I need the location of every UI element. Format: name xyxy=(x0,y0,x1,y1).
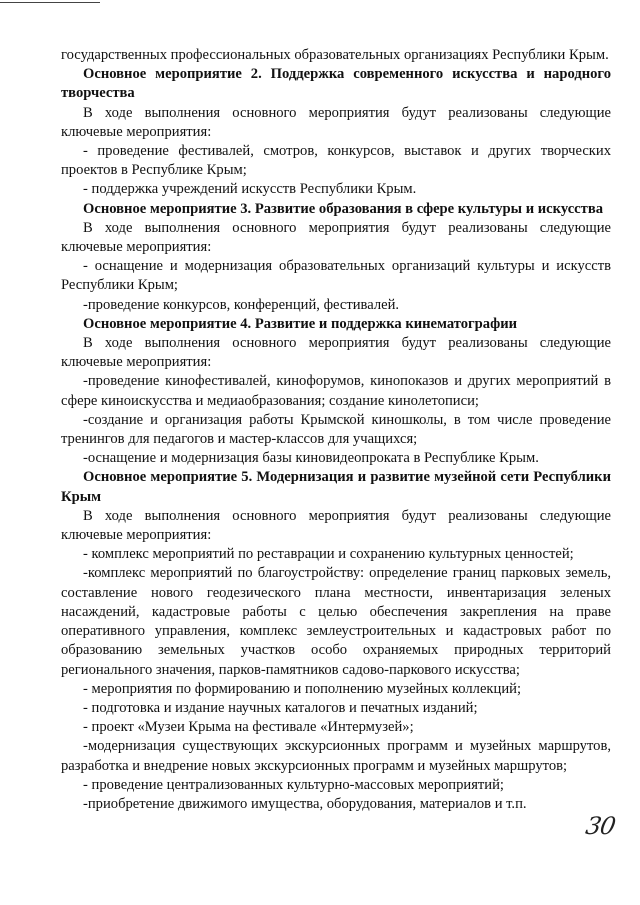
paragraph: - проведение фестивалей, смотров, конкурсов, выставок и других творческих проектов в Республике Крым; xyxy=(61,143,611,179)
page-number: 30 xyxy=(583,812,618,840)
paragraph: - оснащение и модернизация образовательных организаций культуры и искусств Республики Крым; xyxy=(61,258,611,294)
paragraph: В ходе выполнения основного мероприятия будут реализованы следующие ключевые мероприятия: xyxy=(61,219,611,256)
paragraph: -комплекс мероприятий по благоустройству: определение границ парковых земель, составление нового геодезического плана местности, инвентаризация зеленых насаждений, кадастровые работы с целью обеспечения закрепления на праве оперативного управления, комплекс землеустроительных и кадастровых работ по образованию земельных участков особо охраняемых природных территорий регионального значения, парков-памятников садово-паркового искусства; xyxy=(61,565,611,678)
paragraph: - мероприятия по формированию и пополнению музейных коллекций; xyxy=(83,680,521,697)
paragraph: -модернизация существующих экскурсионных программ и музейных маршрутов, разработка и внедрение новых экскурсионных программ и музейных маршрутов; xyxy=(61,738,611,774)
section-heading: Основное мероприятие 4. Развитие и поддержка кинематографии xyxy=(83,315,518,332)
paragraph: -проведение конкурсов, конференций, фестивалей. xyxy=(83,296,400,313)
paragraph: -проведение кинофестивалей, кинофорумов, кинопоказов и других мероприятий в сфере киноискусства и медиаобразования; создание кинолетописи; xyxy=(61,373,611,409)
paragraph: В ходе выполнения основного мероприятия будут реализованы следующие ключевые мероприятия: xyxy=(61,335,611,371)
section-heading: Основное мероприятие 3. Развитие образования в сфере культуры и искусства xyxy=(83,200,604,217)
paragraph: В ходе выполнения основного мероприятия будут реализованы следующие ключевые мероприятия: xyxy=(61,104,611,140)
paragraph: - проведение централизованных культурно-массовых мероприятий; xyxy=(83,776,504,793)
paragraph: В ходе выполнения основного мероприятия будут реализованы следующие ключевые мероприятия: xyxy=(61,507,611,544)
paragraph: -создание и организация работы Крымской киношколы, в том числе проведение тренингов для педагогов и мастер-классов для учащихся; xyxy=(61,411,611,448)
paragraph: - поддержка учреждений искусств Республики Крым. xyxy=(83,181,417,198)
paragraph: - подготовка и издание научных каталогов и печатных изданий; xyxy=(83,699,478,716)
section-heading: Основное мероприятие 5. Модернизация и развитие музейной сети Республики Крым xyxy=(61,469,611,505)
paragraph: государственных профессиональных образовательных организациях Республики Крым. xyxy=(61,47,609,63)
paragraph: -оснащение и модернизация базы киновидеопроката в Республике Крым. xyxy=(83,450,539,467)
paragraph: -приобретение движимого имущества, оборудования, материалов и т.п. xyxy=(83,795,527,812)
top-rule xyxy=(0,2,100,3)
paragraph: - комплекс мероприятий по реставрации и сохранению культурных ценностей; xyxy=(83,546,574,563)
document-body xyxy=(61,46,611,814)
paragraph: - проект «Музеи Крыма на фестивале «Интермузей»; xyxy=(83,719,414,736)
section-heading: Основное мероприятие 2. Поддержка современного искусства и народного творчества xyxy=(61,66,611,102)
